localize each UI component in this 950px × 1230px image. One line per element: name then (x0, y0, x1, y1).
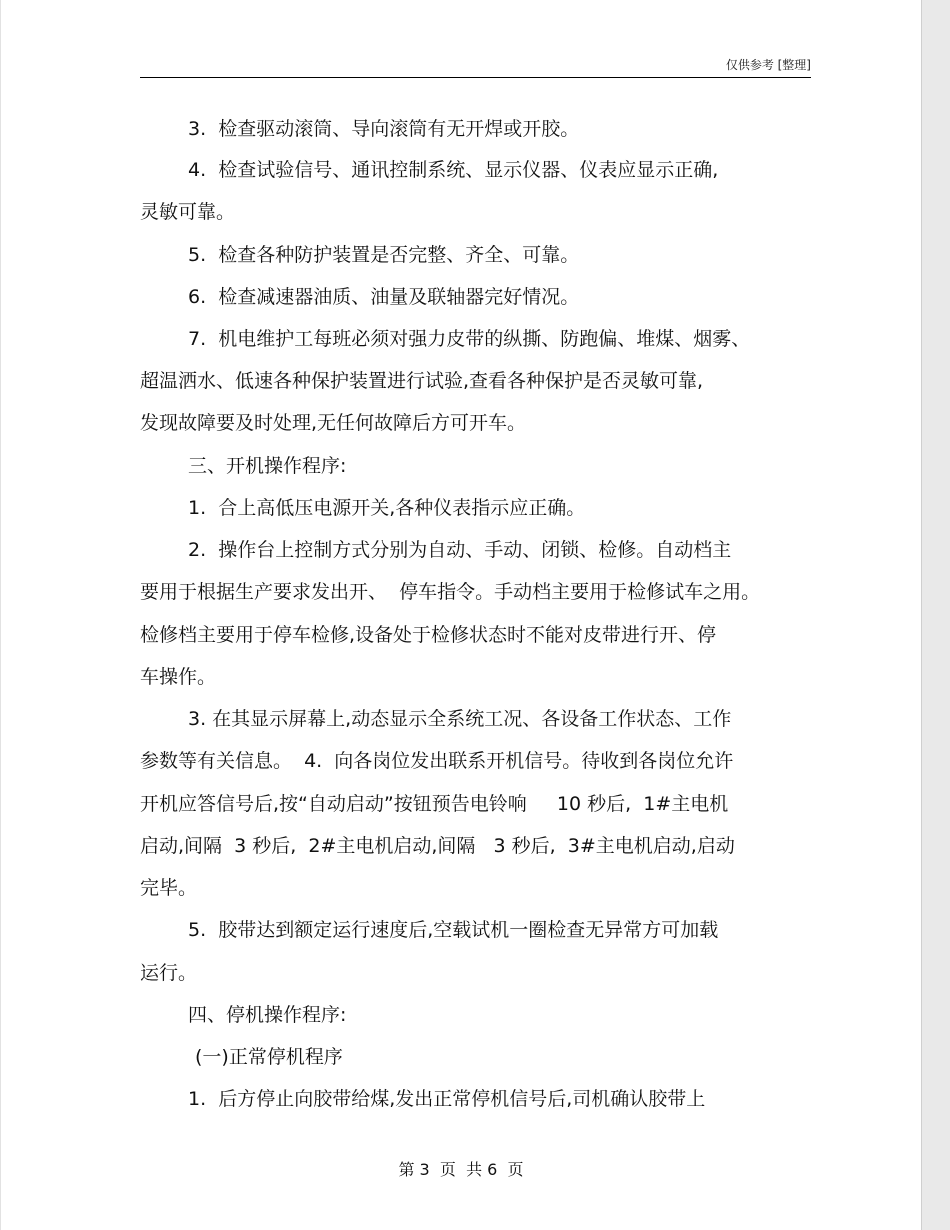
text-line: 灵敏可靠。 (140, 201, 236, 223)
header-rule (140, 77, 811, 78)
subsection-heading: (一)正常停机程序 (195, 1046, 343, 1068)
text-line: 启动,间隔 3 秒后, 2#主电机启动,间隔 3 秒后, 3#主电机启动,启动 (140, 835, 735, 857)
text-line: 1. 合上高低压电源开关,各种仪表指示应正确。 (188, 497, 586, 519)
text-line: 1. 后方停止向胶带给煤,发出正常停机信号后,司机确认胶带上 (188, 1088, 706, 1110)
text-line: 3. 检查驱动滚筒、导向滚筒有无开焊或开胶。 (188, 118, 580, 140)
text-line: 超温洒水、低速各种保护装置进行试验,查看各种保护是否灵敏可靠, (140, 370, 704, 392)
text-line: 4. 检查试验信号、通讯控制系统、显示仪器、仪表应显示正确, (188, 159, 719, 181)
text-line: 发现故障要及时处理,无任何故障后方可开车。 (140, 412, 527, 434)
section-heading: 三、开机操作程序: (188, 455, 347, 477)
page-header: 仅供参考 [整理] (725, 58, 811, 72)
page-footer: 第 3 页 共 6 页 (398, 1160, 524, 1179)
text-line: 3. 在其显示屏幕上,动态显示全系统工况、各设备工作状态、工作 (188, 708, 732, 730)
text-line: 5. 胶带达到额定运行速度后,空载试机一圈检查无异常方可加载 (188, 919, 719, 941)
text-line: 7. 机电维护工每班必须对强力皮带的纵撕、防跑偏、堆煤、烟雾、 (188, 328, 751, 350)
text-line: 车操作。 (140, 666, 217, 688)
text-line: 开机应答信号后,按“自动启动”按钮预告电铃响 10 秒后, 1#主电机 (140, 793, 729, 815)
text-line: 参数等有关信息。 4. 向各岗位发出联系开机信号。待收到各岗位允许 (140, 750, 734, 772)
text-line: 2. 操作台上控制方式分别为自动、手动、闭锁、检修。自动档主 (188, 539, 732, 561)
text-line: 运行。 (140, 962, 198, 984)
text-line: 5. 检查各种防护装置是否完整、齐全、可靠。 (188, 244, 580, 266)
text-line: 6. 检查减速器油质、油量及联轴器完好情况。 (188, 286, 580, 308)
section-heading: 四、停机操作程序: (188, 1004, 347, 1026)
text-line: 要用于根据生产要求发出开、 停车指令。手动档主要用于检修试车之用。 (140, 581, 761, 603)
text-line: 完毕。 (140, 877, 198, 899)
text-line: 检修档主要用于停车检修,设备处于检修状态时不能对皮带进行开、停 (140, 624, 717, 646)
